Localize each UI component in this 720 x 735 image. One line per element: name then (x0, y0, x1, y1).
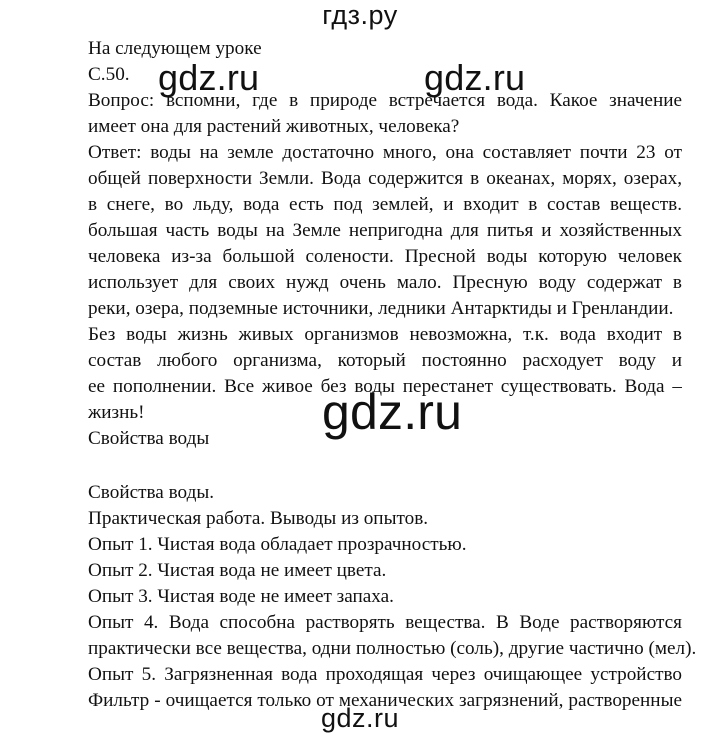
experiment-5-line-2: Фильтр - очищается только от механических загрязнений, растворенные (88, 690, 682, 711)
watermark-top-right: gdz.ru (424, 57, 526, 98)
answer-line-3: в снеге, во льду, вода есть под землей, и входит в состав веществ. (88, 194, 682, 215)
site-header: гдз.ру (322, 0, 398, 30)
answer-line-2: общей поверхности Земли. Вода содержится в океанах, морях, озерах, (88, 168, 682, 189)
experiment-4-line-2: практически все вещества, одни полностью (соль), другие частично (мел). (88, 638, 697, 659)
experiment-2: Опыт 2. Чистая вода не имеет цвета. (88, 560, 387, 581)
answer-line-5: человека из-за большой солености. Пресной воды которую человек (88, 246, 682, 267)
answer-line-7: реки, озера, подземные источники, ледники Антарктиды и Гренландии. (88, 298, 674, 319)
experiment-3: Опыт 3. Чистая воде не имеет запаха. (88, 586, 394, 607)
watermark-top-left: gdz.ru (158, 57, 260, 98)
answer-line-4: большая часть воды на Земле непригодна для питья и хозяйственных (88, 220, 682, 241)
question-line-2: имеет она для растений животных, человека? (88, 116, 460, 137)
watermark-center: gdz.ru (322, 384, 463, 440)
next-lesson-line: На следующем уроке (88, 38, 262, 59)
answer-line-1: Ответ: воды на земле достаточно много, она составляет почти 23 от (88, 142, 682, 163)
question-line-1: Вопрос: вспомни, где в природе встречается вода. Какое значение (88, 90, 682, 111)
answer-line-6: использует для своих нужд очень мало. Пресную воду содержат в (88, 272, 682, 293)
paragraph2-line-2: состав любого организма, который постоянно расходует воду и (88, 350, 682, 371)
practical-work-title: Практическая работа. Выводы из опытов. (88, 508, 429, 529)
blank-gap (88, 452, 682, 480)
site-footer: gdz.ru (320, 703, 400, 733)
document-page (88, 36, 697, 714)
paragraph2-line-3: ее пополнении. Все живое без воды перестанет существовать. Вода – (88, 376, 682, 397)
paragraph2-line-1: Без воды жизнь живых организмов невозможна, т.к. вода входит в (88, 324, 682, 345)
properties-heading: Свойства воды (88, 428, 210, 449)
page-reference: С.50. (88, 64, 130, 85)
experiment-4-line-1: Опыт 4. Вода способна растворять вещества. В Воде растворяются (88, 612, 682, 633)
properties-heading-2: Свойства воды. (88, 482, 215, 503)
experiment-1: Опыт 1. Чистая вода обладает прозрачностью. (88, 534, 467, 555)
paragraph2-line-4: жизнь! (88, 402, 145, 423)
experiment-5-line-1: Опыт 5. Загрязненная вода проходящая через очищающее устройство (88, 664, 682, 685)
